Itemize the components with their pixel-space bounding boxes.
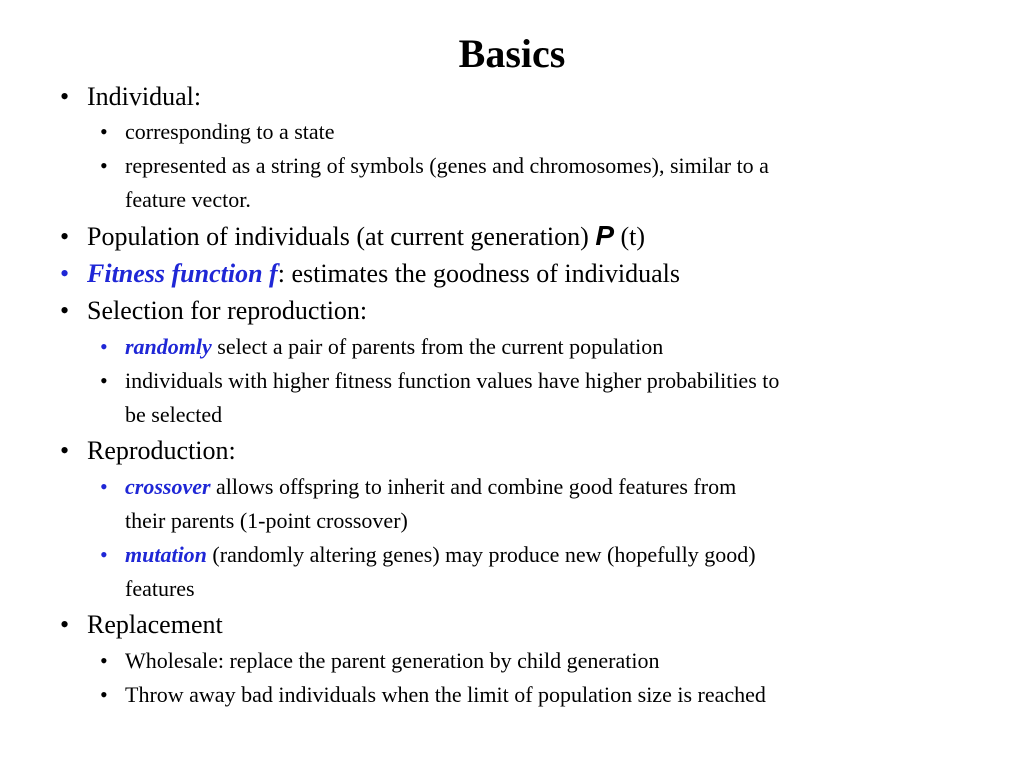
bullet-text: Throw away bad individuals when the limit of population size is reached (125, 682, 766, 707)
bullet-text: Selection for reproduction: (87, 296, 368, 325)
sub-bullet-string (100, 151, 769, 181)
bullet-selection (60, 295, 367, 327)
sub-bullet-string-cont: feature vector. (125, 187, 251, 212)
sub-bullet-mutation (100, 540, 756, 570)
sub-bullet-state (100, 117, 335, 147)
crossover-term: crossover (125, 474, 211, 499)
bullet-marker: • (60, 259, 70, 288)
sub-bullet-higher-fitness (100, 366, 779, 396)
bullet-individual (60, 81, 201, 113)
sub-bullet-crossover (100, 472, 736, 502)
slide-title: Basics (458, 31, 566, 76)
mutation-text: (randomly altering genes) may produce new (hopefully good) (206, 542, 756, 567)
bullet-marker: • (60, 222, 70, 251)
bullet-marker: • (100, 648, 108, 673)
crossover-text: allows offspring to inherit and combine good features from (210, 474, 737, 499)
bullet-marker: • (100, 542, 108, 567)
bullet-text: Wholesale: replace the parent generation by child generation (125, 648, 660, 673)
bullet-marker: • (100, 682, 108, 707)
bullet-marker: • (100, 119, 108, 144)
mutation-term: mutation (125, 542, 207, 567)
bullet-marker: • (60, 610, 70, 639)
bullet-reproduction (60, 435, 236, 467)
fitness-term: Fitness function f (87, 259, 278, 288)
sub-bullet-wholesale (100, 646, 659, 676)
bullet-marker: • (60, 436, 70, 465)
bullet-replacement (60, 609, 223, 641)
bullet-text: represented as a string of symbols (genes and chromosomes), similar to a (125, 153, 769, 178)
bullet-text: Individual: (87, 82, 202, 111)
sub-bullet-higher-fitness-cont: be selected (125, 402, 223, 427)
bullet-marker: • (60, 296, 70, 325)
sub-bullet-crossover-cont: their parents (1-point crossover) (125, 508, 408, 533)
randomly-text: select a pair of parents from the current population (211, 334, 664, 359)
bullet-text: Replacement (87, 610, 223, 639)
population-text: Population of individuals (at current generation) (87, 222, 596, 251)
bullet-fitness (60, 258, 680, 290)
sub-bullet-throw-away (100, 680, 766, 710)
bullet-text: corresponding to a state (125, 119, 335, 144)
fitness-text: : estimates the goodness of individuals (277, 259, 680, 288)
bullet-marker: • (60, 82, 70, 111)
bullet-marker: • (100, 474, 108, 499)
population-symbol: P (595, 220, 614, 251)
bullet-text: Reproduction: (87, 436, 236, 465)
randomly-term: randomly (125, 334, 212, 359)
bullet-population (60, 220, 645, 253)
bullet-marker: • (100, 334, 108, 359)
sub-bullet-mutation-cont: features (125, 576, 195, 601)
bullet-marker: • (100, 368, 108, 393)
sub-bullet-randomly (100, 332, 663, 362)
bullet-marker: • (100, 153, 108, 178)
bullet-text: individuals with higher fitness function values have higher probabilities to (125, 368, 780, 393)
population-suffix: (t) (614, 222, 646, 251)
